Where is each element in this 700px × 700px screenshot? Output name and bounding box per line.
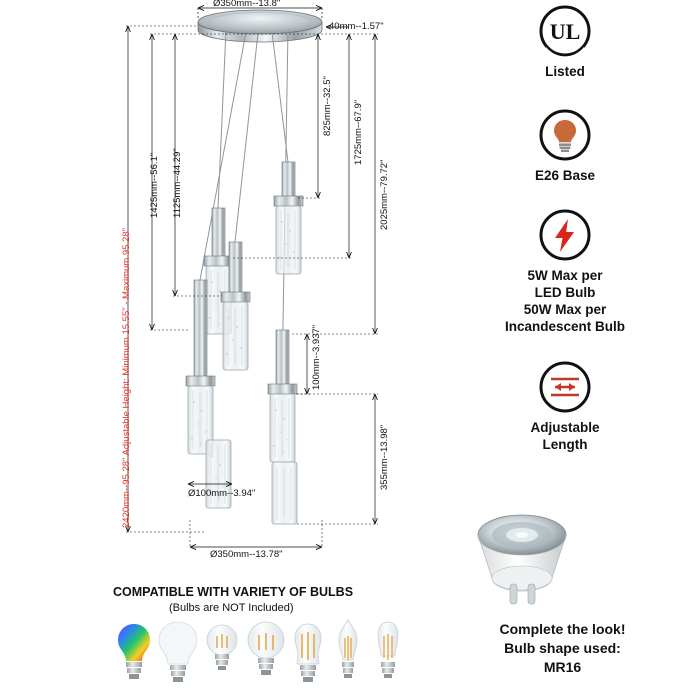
feature-e26-base xyxy=(452,108,678,185)
bulb-clear-globe-small xyxy=(207,625,237,670)
look-line-2: Bulb shape used: xyxy=(504,639,621,656)
ul-listed-icon xyxy=(538,4,592,58)
compatible-bulbs-subtitle: (Bulbs are NOT Included) xyxy=(169,602,294,614)
feature-ul-listed xyxy=(452,4,678,81)
wattage-line-2: LED Bulb xyxy=(534,284,596,300)
dim-drop-3: 2025mm--79.72" xyxy=(379,159,390,230)
wattage-line-3: 50W Max per xyxy=(523,301,607,317)
pendant-1 xyxy=(274,162,303,274)
bulb-candle-flame xyxy=(339,620,357,678)
dim-drop-5: 1125mm--44.29" xyxy=(172,148,183,218)
dim-drop-2: 1725mm--67.9" xyxy=(353,99,364,165)
bulb-edison-st64 xyxy=(295,624,321,682)
mr16-bulb-image xyxy=(452,502,592,612)
dim-canopy-thickness: 40mm--1.57" xyxy=(329,21,384,32)
bulb-rgb xyxy=(118,624,150,679)
look-line-1: Complete the look! xyxy=(499,621,626,637)
dim-shade-diameter: Ø100mm--3.94" xyxy=(188,488,256,499)
adjustable-arrows-icon xyxy=(538,360,592,414)
dim-canopy-diameter: Ø350mm--13.8" xyxy=(213,0,281,9)
wattage-line-1: 5W Max per xyxy=(527,268,603,283)
dim-drop-4: 1425mm--56.1" xyxy=(149,152,160,218)
feature-ul-caption: Listed xyxy=(545,64,585,79)
complete-the-look-caption xyxy=(430,620,695,677)
lightning-bolt-icon xyxy=(538,208,592,262)
adjustable-line-1: Adjustable xyxy=(530,420,600,435)
pendant-7 xyxy=(272,462,297,524)
dim-spread-diameter: Ø350mm--13.78" xyxy=(210,549,283,560)
adjustable-line-2: Length xyxy=(542,436,588,452)
wattage-line-4: Incandescent Bulb xyxy=(504,318,626,334)
look-line-3: MR16 xyxy=(543,658,582,675)
bulb-base-icon xyxy=(538,108,592,162)
pendant-5 xyxy=(268,330,297,462)
dim-adjustable-height: 2420mm--95.28" Adjustable Height: Minimum 15.55" - Maximum 95.28" xyxy=(121,227,132,528)
dim-lowest-shade: 355mm--13.98" xyxy=(379,424,390,490)
bulb-a19-frosted xyxy=(159,622,197,682)
bulb-candle-torpedo xyxy=(378,622,398,678)
svg-text:UL: UL xyxy=(549,19,581,44)
compatible-bulbs-title: COMPATIBLE WITH VARIETY OF BULBS xyxy=(113,585,354,599)
bulb-variety-row xyxy=(108,614,408,700)
feature-wattage xyxy=(452,208,678,336)
dim-drop-1: 825mm--32.5" xyxy=(322,76,333,136)
canopy xyxy=(198,10,322,42)
bulb-clear-globe-medium xyxy=(248,622,284,675)
feature-e26-caption: E26 Base xyxy=(534,168,596,183)
feature-adjustable-length xyxy=(452,360,678,454)
dim-shade-height: 100mm--3.937" xyxy=(311,324,322,390)
